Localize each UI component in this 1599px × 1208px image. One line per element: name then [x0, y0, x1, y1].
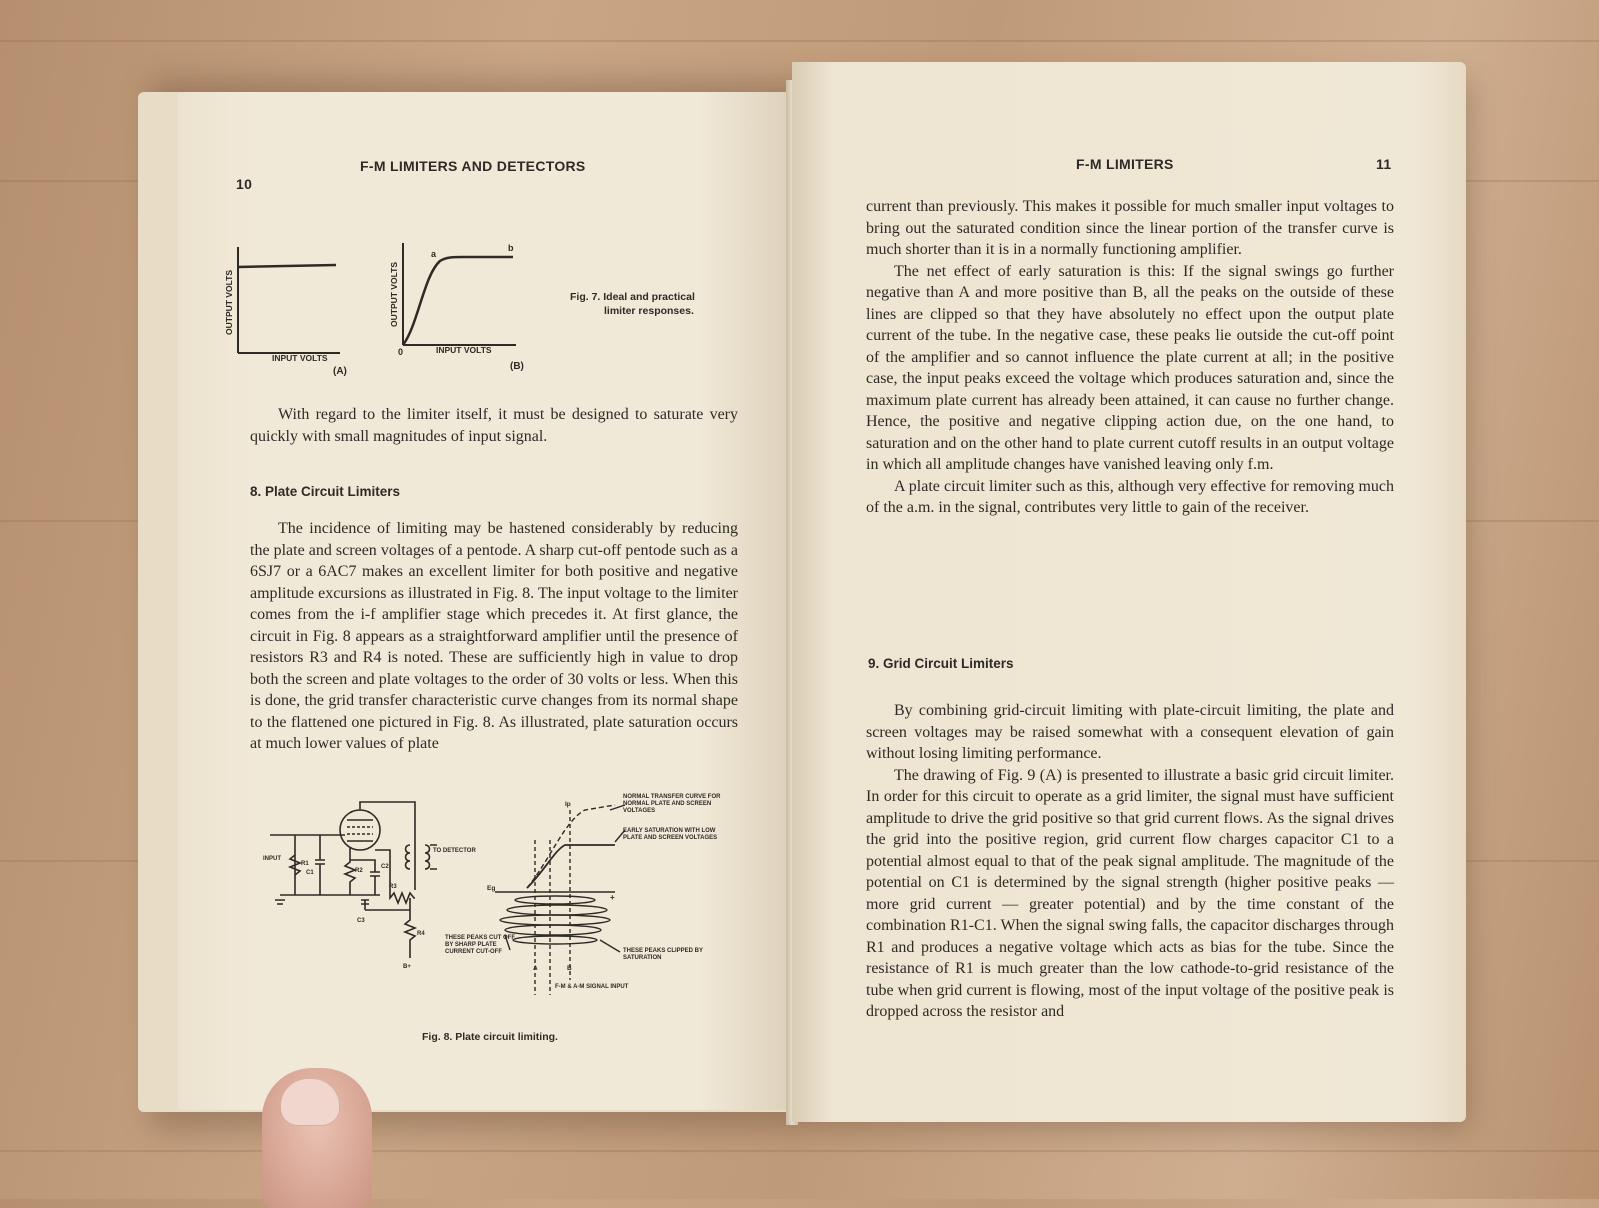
fig8-normal-curve-note: NORMAL TRANSFER CURVE FOR NORMAL PLATE AND SCREEN VOLTAGES [623, 794, 721, 814]
right-paragraphs-bottom: By combining grid-circuit limiting with plate-circuit limiting, the plate and screen voltages may be raised somewhat with a consequent elevation of gain without losing limiting performance. The drawing of Fig. 9 (A) is presented to illustrate a basic grid circuit limiter. In order for this circuit to operate as a grid limiter, the signal must have sufficient amplitude to drive the grid positive so that grid current flows. As the signal drives the grid into the positive region, grid current flow charges capacitor C1 to a potential almost equal to that of the peak signal amplitude. The magnitude of the potential on C1 is determined by the signal strength (higher positive peaks — more grid current — greater potential) and by the time constant of the combination R1-C1. When the signal swing falls, the capacitor discharges through R1 and produces a negative voltage which acts as bias for the tube. Since the resistance of R1 is much greater than the low cathode-to-grid resistance of the tube when grid current is flowing, most of the input voltage of the positive peak is dropped across the resistor and [866, 702, 1394, 1020]
right-running-head: F-M LIMITERS [1076, 156, 1174, 172]
fig8-input-label: INPUT [263, 856, 281, 862]
fig8-c3: C3 [357, 918, 365, 924]
fig7b-origin: 0 [398, 347, 404, 357]
fig7b-ylabel: OUTPUT VOLTS [389, 261, 399, 327]
fig7a-ylabel: OUTPUT VOLTS [224, 269, 234, 335]
fig8-caption: Fig. 8. Plate circuit limiting. [422, 1031, 558, 1043]
left-paragraph-2: The incidence of limiting may be hastened considerably by reducing the plate and screen voltages of a pentode. A sharp cut-off pentode such as a 6SJ7 or a 6AC7 makes an excellent limiter for both positive and negative amplitude excursions as illustrated in Fig. 8. The input voltage to the limiter comes from the i-f amplifier stage which precedes it. At first glance, the circuit in Fig. 8 appears as a straightforward amplifier until the presence of resistors R3 and R4 is noted. These are sufficiently high in value to drop both the screen and plate voltages to the order of 30 volts or less. When this is done, the grid transfer characteristic curve changes from its normal shape to the flattened one pictured in Fig. 8. As illustrated, plate saturation occurs at much lower values of plate [250, 520, 738, 752]
right-paragraphs-top: current than previously. This makes it possible for much smaller input voltages to bring out the saturated condition since the linear portion of the transfer curve is much shorter than it is in a normally functioning amplifier. The net effect of early saturation is this: If the signal swings go further negative than A and more positive than B, all the peaks on the outside of these lines are clipped so that they have absolutely no effect upon the output plate current of the tube. In the negative case, these peaks lie outside the cut-off point of the amplifier and so cannot influence the plate current at all; in the positive case, the input peaks exceed the voltage which produces saturation and, since the maximum plate current has already been attained, it can cause no further change. Hence, the positive and negative clipping action due, on the one hand, to saturation and on the other hand to plate current cutoff results in an output voltage in which all amplitude changes have vanished leaving only f.m. A plate circuit limiter such as this, although very effective for removing much of the a.m. in the signal, contributes very little to gain of the receiver. [866, 198, 1394, 516]
fig7b-point-b: b [508, 243, 514, 253]
thumbnail [280, 1078, 340, 1126]
fig8-signal-input: F-M & A-M SIGNAL INPUT [555, 984, 629, 990]
fig8-label-a: A [533, 965, 538, 972]
fig8-to-detector: TO DETECTOR [433, 848, 476, 854]
fig8-tube-envelope [340, 810, 380, 850]
left-page-number: 10 [236, 176, 253, 192]
fig7-caption-line2: limiter responses. [604, 305, 694, 317]
fig8-normal-transfer-curve [527, 805, 615, 888]
fig7a-ideal-line [238, 265, 336, 267]
fig8-r3: R3 [389, 884, 397, 890]
section-8-title: 8. Plate Circuit Limiters [250, 484, 401, 499]
fig8-diagram [263, 794, 745, 1020]
fig8-c1: C1 [306, 870, 314, 876]
fig7b-practical-curve [403, 257, 513, 345]
fig8-clipped-note: THESE PEAKS CLIPPED BY SATURATION [623, 948, 703, 961]
fig8-r1: R1 [301, 861, 309, 867]
fig7a-tag: (A) [333, 366, 347, 377]
fig7b-xlabel: INPUT VOLTS [436, 345, 492, 355]
fig8-early-saturation-curve [527, 845, 615, 888]
right-page-number: 11 [1376, 156, 1392, 172]
fig7b-point-a: a [431, 249, 437, 259]
fig8-ip: Ip [565, 801, 571, 808]
section-9-title: 9. Grid Circuit Limiters [868, 656, 1014, 671]
fig8-cutoff-note: THESE PEAKS CUT OFF BY SHARP PLATE CURRENT CUT-OFF [445, 935, 516, 955]
fig8-bplus: B+ [403, 964, 411, 970]
fig8-c2: C2 [381, 864, 389, 870]
fig7b-tag: (B) [510, 361, 524, 372]
fig8-r2: R2 [355, 868, 363, 874]
fig8-label-b: B [567, 965, 572, 972]
fig7a-xlabel: INPUT VOLTS [272, 353, 328, 363]
left-paragraph-1: With regard to the limiter itself, it must be designed to saturate very quickly with small magnitudes of input signal. [250, 406, 738, 445]
fig7-caption-line1: Fig. 7. Ideal and practical [570, 291, 695, 303]
fig8-eg: Eg [487, 885, 496, 892]
fig8-early-sat-note: EARLY SATURATION WITH LOW PLATE AND SCREEN VOLTAGES [623, 828, 718, 841]
fig8-plus: + [610, 893, 615, 902]
left-running-head: F-M LIMITERS AND DETECTORS [360, 158, 586, 174]
fig8-r4: R4 [417, 931, 425, 937]
